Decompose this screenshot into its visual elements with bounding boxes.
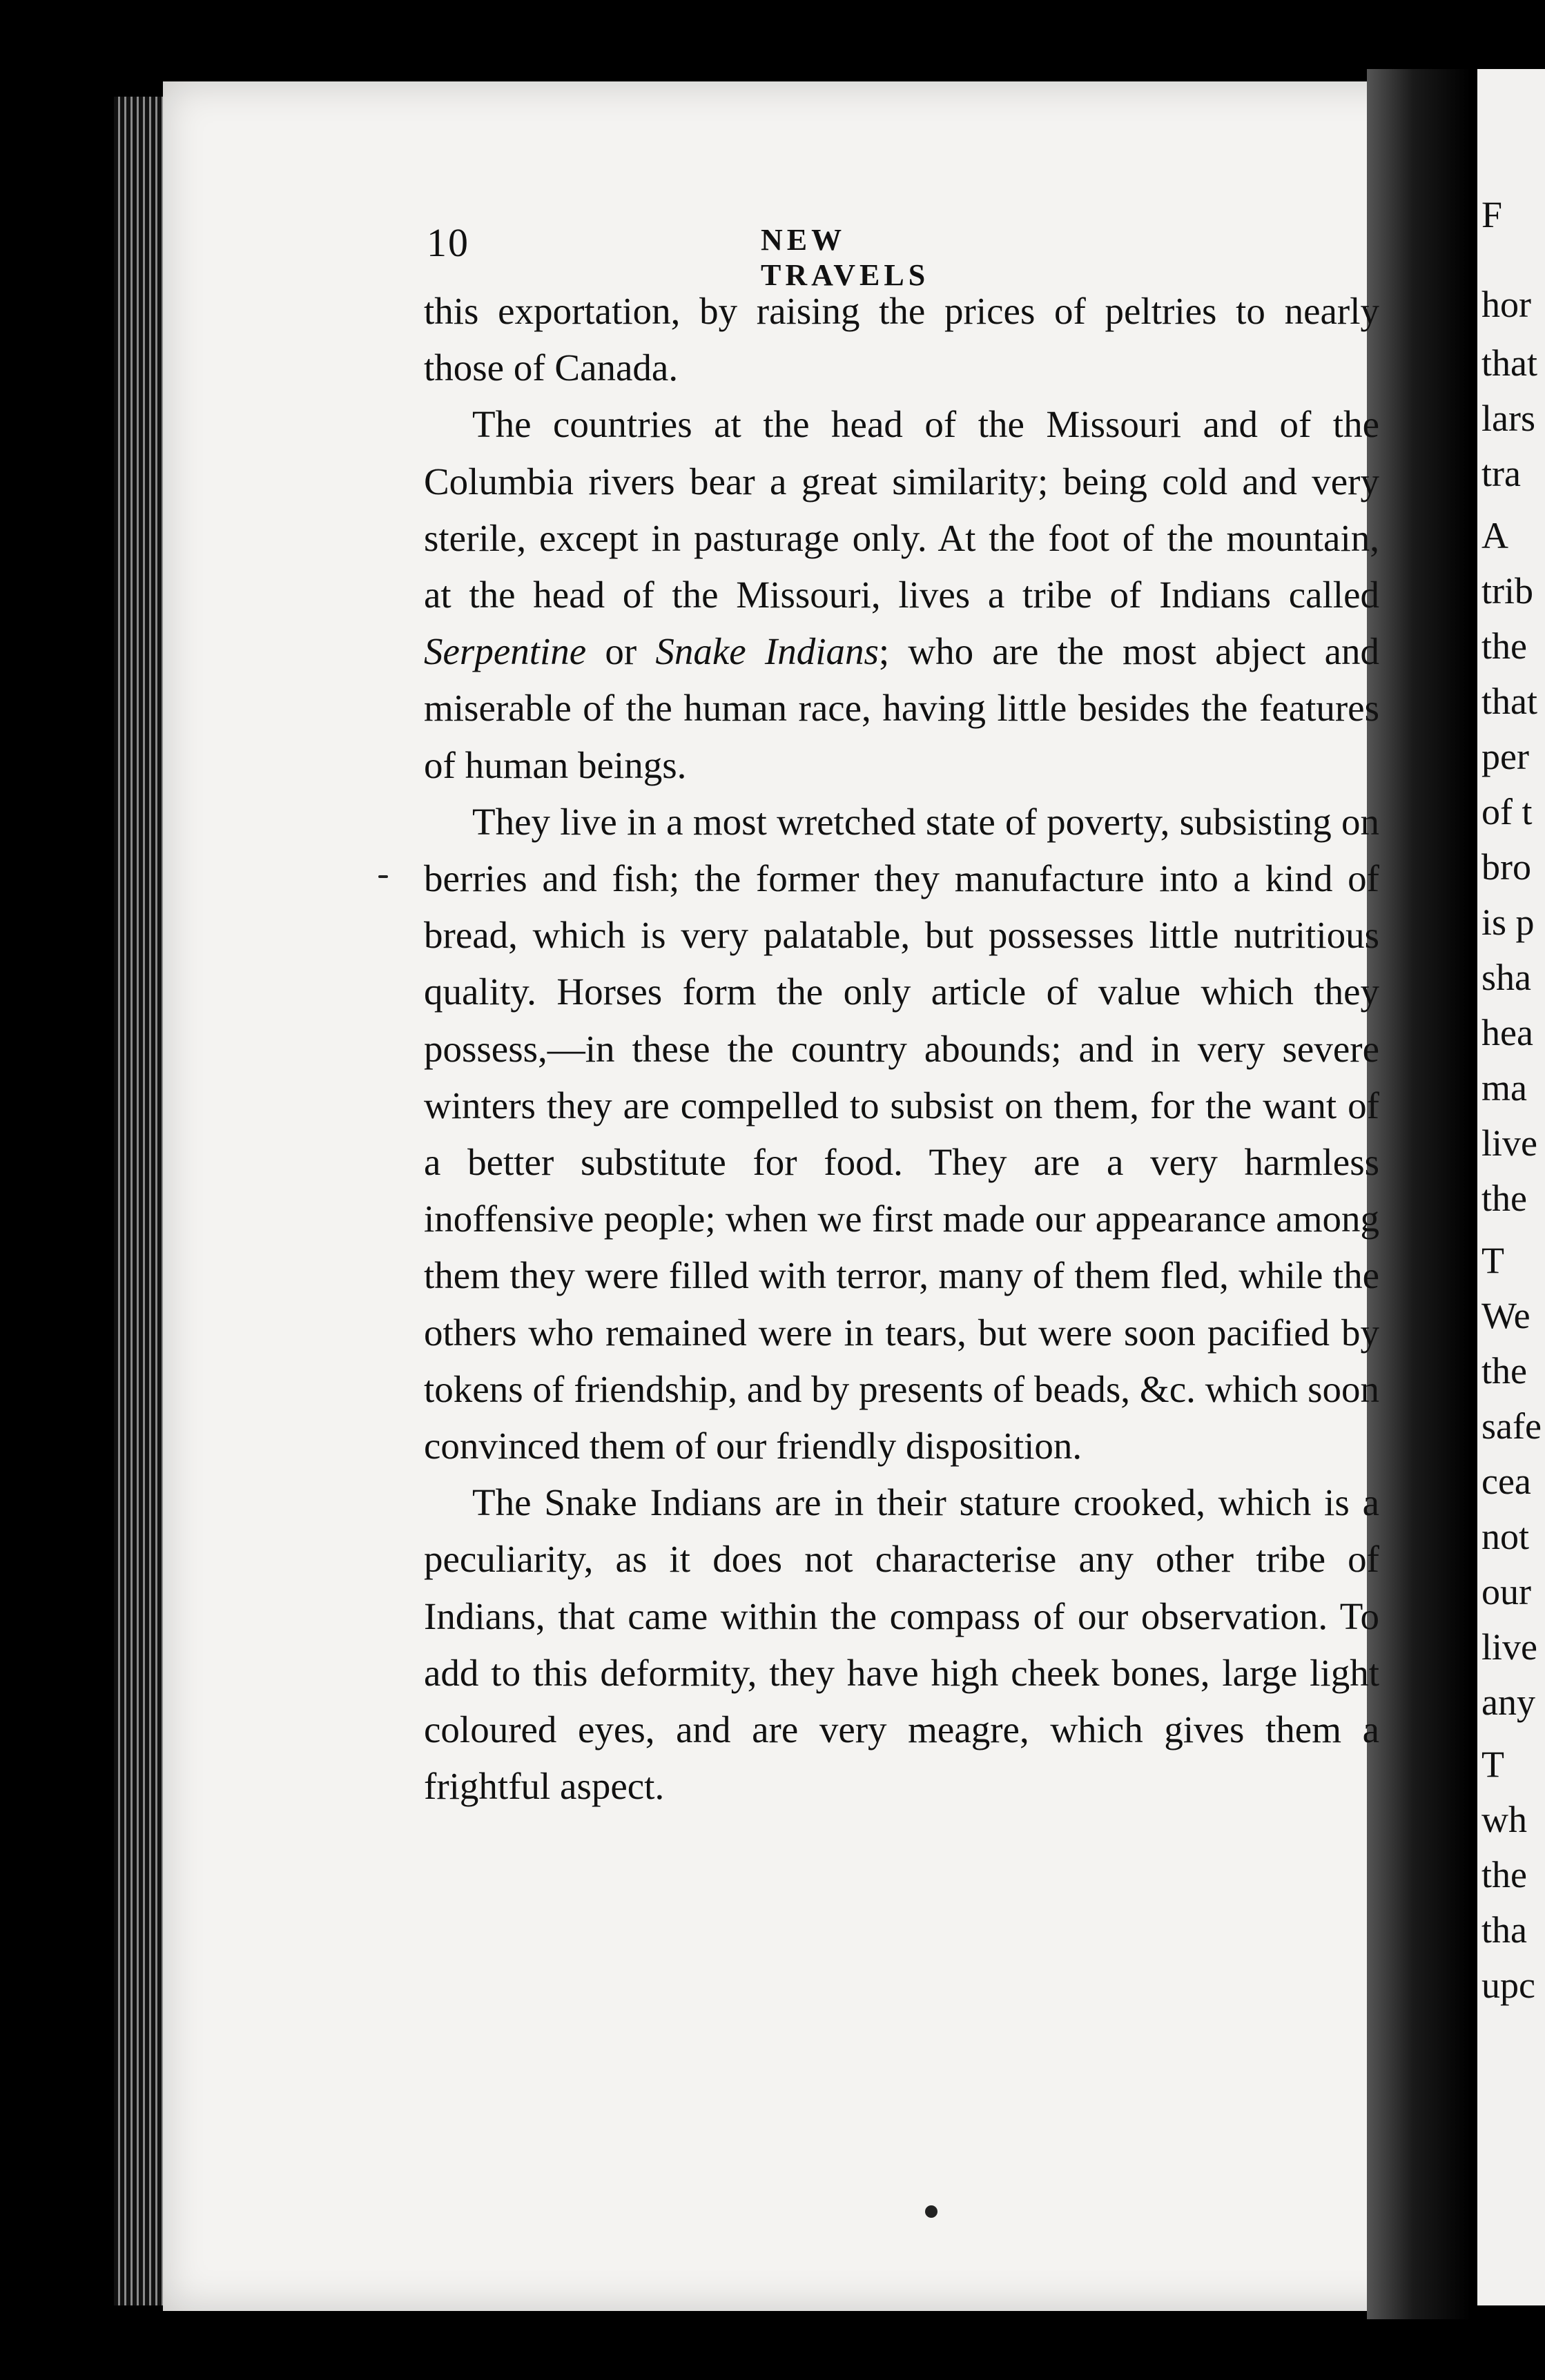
facing-page-text: per [1481, 736, 1529, 777]
facing-page-text: T [1481, 1744, 1504, 1785]
facing-page-text: hea [1481, 1012, 1533, 1053]
facing-page-text: bro [1481, 846, 1531, 888]
facing-page-text: live [1481, 1626, 1537, 1668]
body-text [424, 283, 1379, 1815]
facing-page-text: wh [1481, 1799, 1527, 1840]
facing-page-fragment [1477, 69, 1545, 2305]
italic-text: Snake Indians [655, 630, 879, 673]
gutter-shadow [1367, 69, 1470, 2319]
facing-page-text: the [1481, 1350, 1527, 1392]
facing-page-text: lars [1481, 398, 1535, 439]
text-run: They live in a most wretched state of poverty, subsisting on berries and fish; the former they manufacture into a kind of bread, which is very palatable, but possesses little nutritious quality. Horses form the only article of value which they possess,—in these the country abounds; and in very severe winters they are compelled to subsist on them, for the want of a better substitute for food. They are a very harmless inoffensive people; when we first made our appearance among them they were filled with terror, many of them fled, while the others who remained were in tears, but were soon pacified by tokens of friendship, and by presents of beads, &c. which soon convinced them of our friendly disposition. [424, 800, 1379, 1467]
facing-page-text: that [1481, 681, 1537, 722]
facing-page-text: of t [1481, 791, 1533, 832]
facing-page-text: tra [1481, 453, 1521, 494]
text-run: ; who are the most abject and miserable of the human race, having little besides the features of human beings. [424, 630, 1379, 786]
page-edges [114, 97, 169, 2305]
facing-page-text: not [1481, 1516, 1530, 1557]
facing-page-text: We [1481, 1295, 1531, 1336]
facing-page-text: upc [1481, 1964, 1535, 2006]
text-run: The countries at the head of the Missouri and of the Columbia rivers bear a great similarity; being cold and very sterile, except in pasturage only. At the foot of the mountain, at the head of the Missouri, lives a tribe of Indians called [424, 403, 1379, 616]
facing-page-text: is p [1481, 901, 1535, 943]
facing-page-text: live [1481, 1122, 1537, 1164]
facing-page-text: F [1481, 194, 1503, 235]
facing-page-text: any [1481, 1681, 1535, 1723]
text-run: this exportation, by raising the prices of peltries to nearly those of Canada. [424, 290, 1379, 389]
text-run: or [586, 630, 656, 673]
facing-page-text: that [1481, 342, 1537, 384]
facing-page-text: ma [1481, 1067, 1527, 1109]
ink-speck [378, 875, 388, 878]
facing-page-text: hor [1481, 284, 1531, 325]
paragraph [424, 794, 1379, 1474]
facing-page-text: A [1481, 515, 1508, 556]
text-run: The Snake Indians are in their stature crooked, which is a peculiarity, as it does not characterise any other tribe of Indians, that came within the compass of our observation. To add to this deformity, they have high cheek bones, large light coloured eyes, and are very meagre, which gives them a frightful aspect. [424, 1481, 1379, 1808]
facing-page-text: our [1481, 1571, 1531, 1612]
paragraph [424, 283, 1379, 396]
running-head: NEW TRAVELS [761, 223, 930, 292]
facing-page-text: cea [1481, 1461, 1531, 1502]
facing-page-text: T [1481, 1240, 1504, 1281]
ink-speck [925, 2205, 937, 2218]
facing-page-text: tha [1481, 1909, 1527, 1951]
facing-page-text: safe [1481, 1405, 1542, 1447]
facing-page-text: the [1481, 1854, 1527, 1895]
facing-page-text: the [1481, 625, 1527, 667]
facing-page-text: the [1481, 1178, 1527, 1219]
paragraph [424, 1474, 1379, 1815]
italic-text: Serpentine [424, 630, 587, 673]
facing-page-text: trib [1481, 570, 1533, 612]
facing-page-text: sha [1481, 957, 1531, 998]
page-number: 10 [427, 220, 469, 265]
paragraph [424, 396, 1379, 793]
